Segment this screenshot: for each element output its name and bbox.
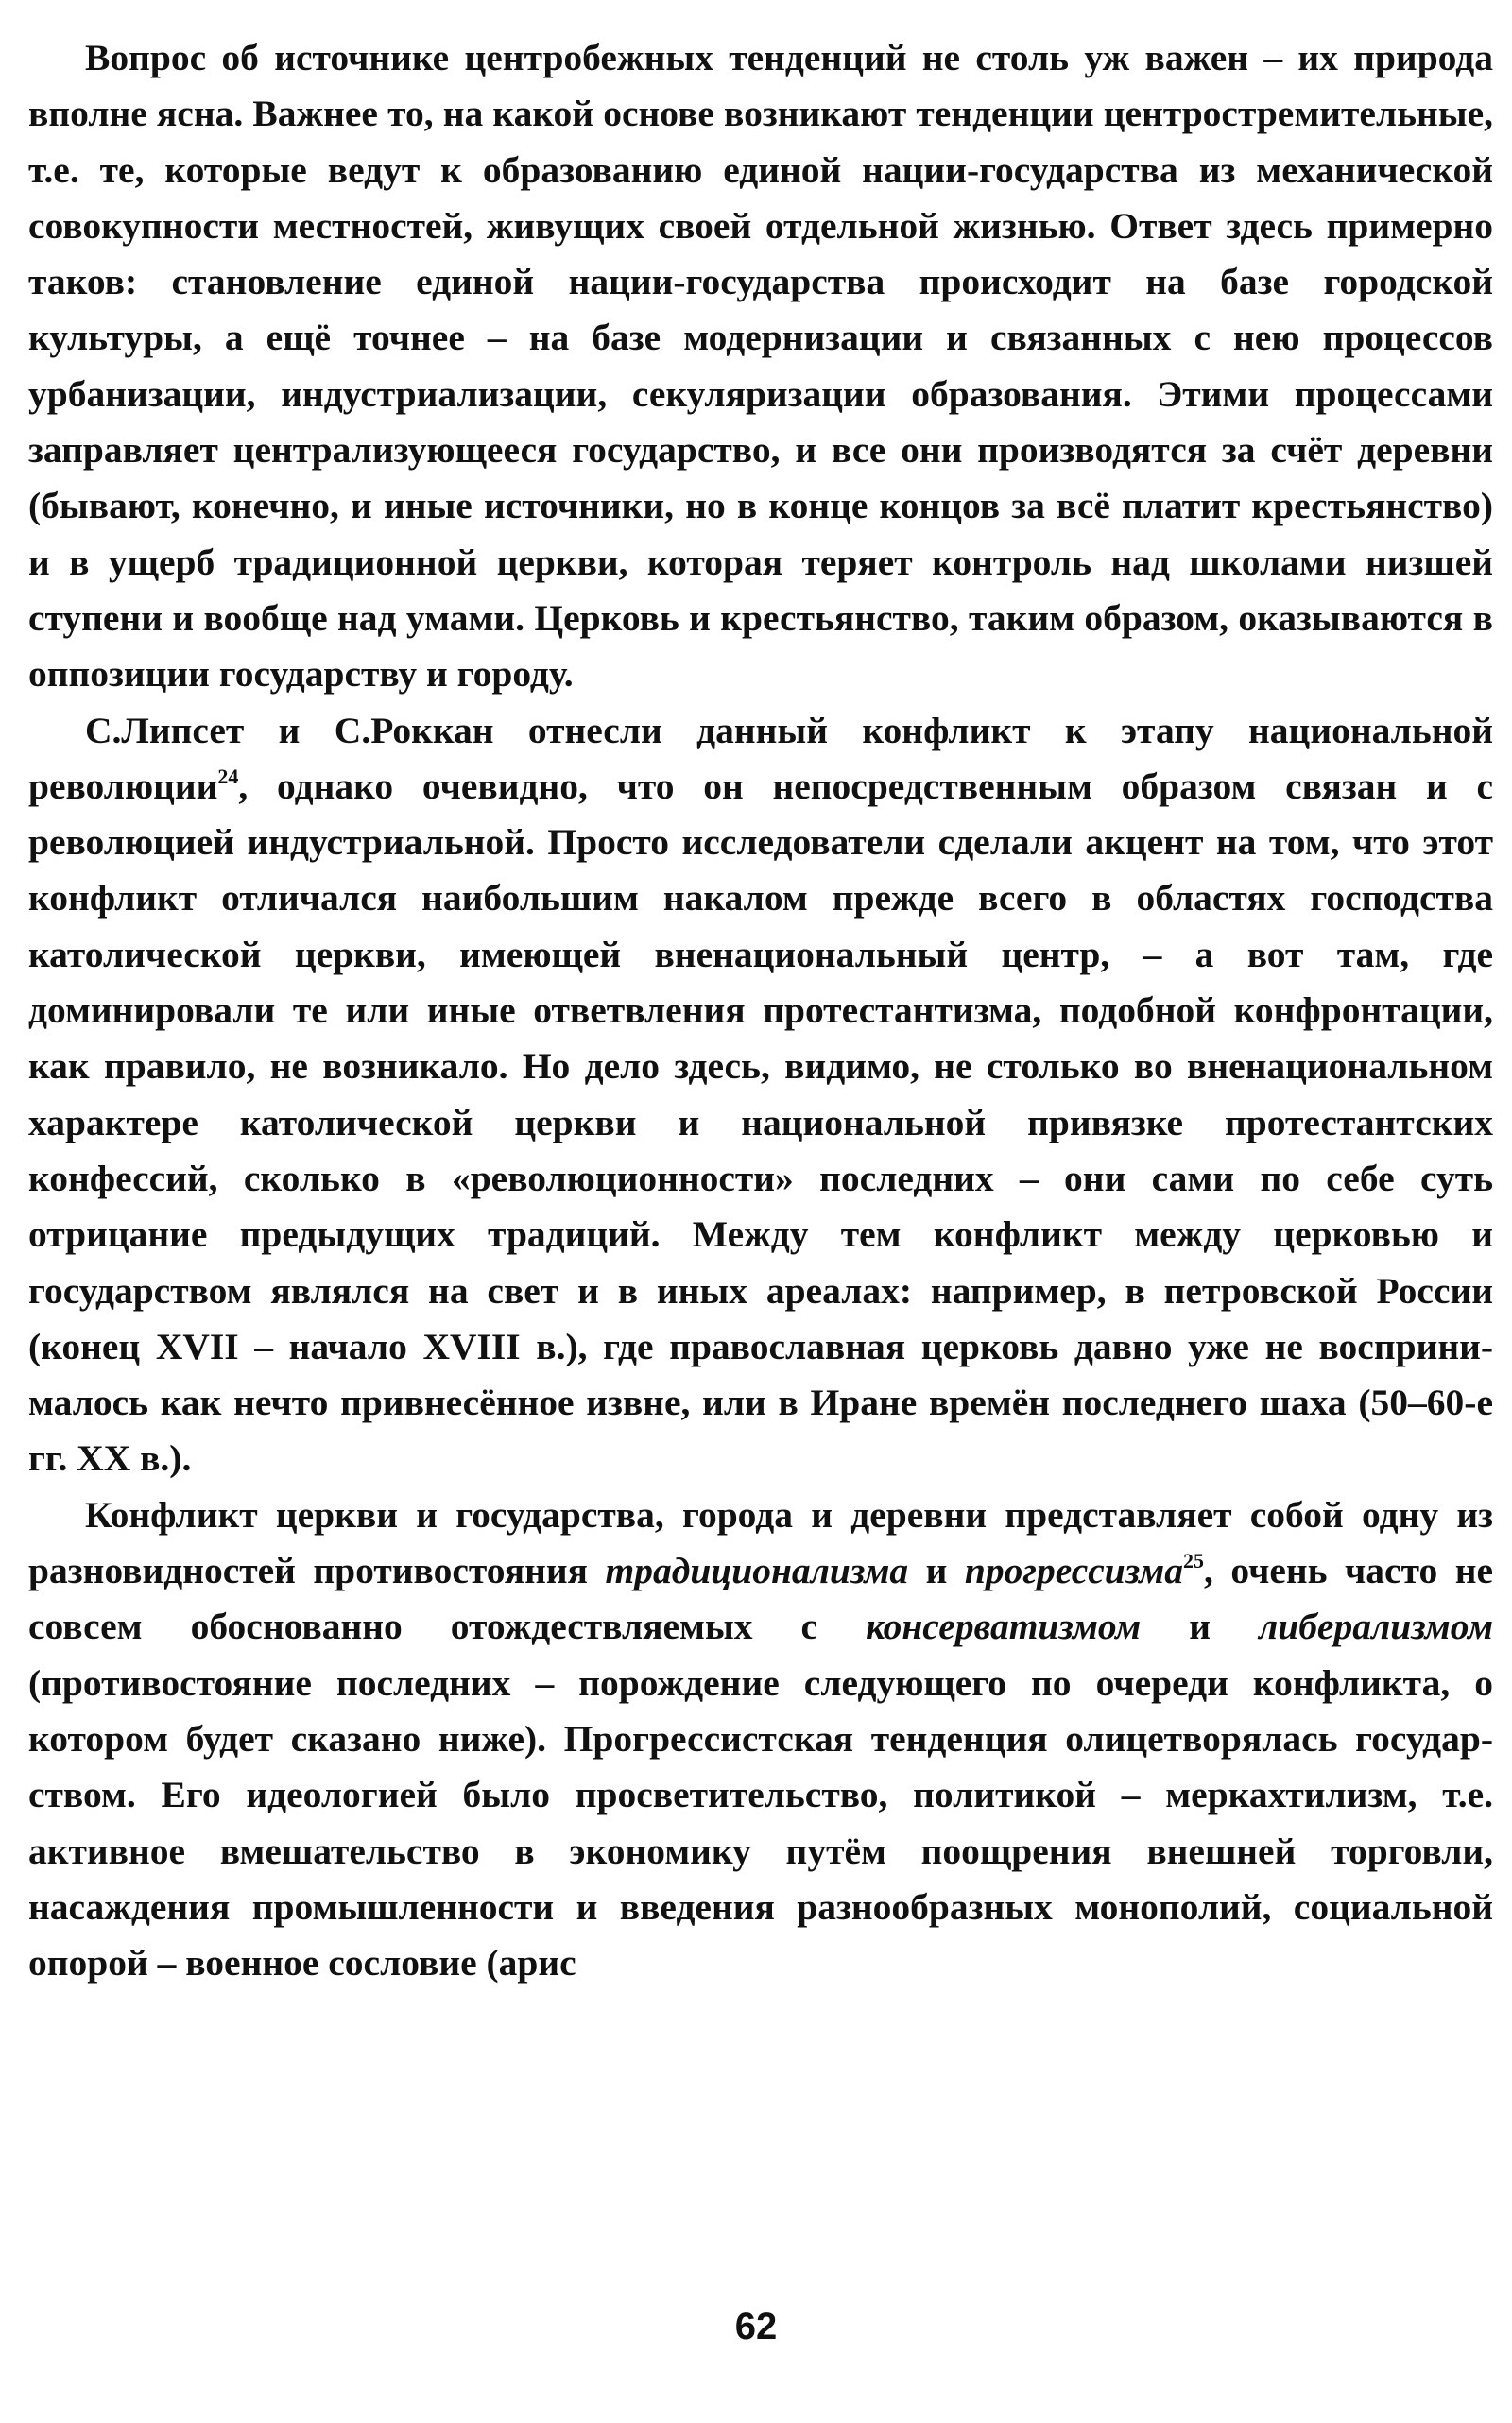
paragraph-1-text: Вопрос об источнике центробежных тенденций не столь уж важен – их природа вполне ясна. Важнее то, на какой основе возникают тенденции центростремительные, т.е. те, которые ведут к образованию единой нации-государства из механической совокупности местностей, живущих своей отдельной жизнью. Ответ здесь примерно таков: становление единой нации-государства происходит на базе городской культуры, а ещё точнее – на базе модернизации и связанных с нею процессов урбанизации, индустриализации, секуляризации образования. Этими процессами заправляет централизующееся государство, и все они производятся за счёт деревни (бывают, конечно, и иные источники, но в конце концов за всё платит крестьянство) и в ущерб традиционной церкви, которая теряет контроль над школами низшей ступени и вообще над умами. Церковь и крестьянство, таким образом, оказываются в оппозиции государству и городу. [28, 37, 1493, 696]
term-progressivism: прогрессизма [964, 1550, 1183, 1592]
term-traditionalism: традиционализма [605, 1550, 909, 1592]
page-body [28, 30, 1493, 1991]
footnote-marker-24[interactable]: 24 [217, 764, 239, 788]
paragraph-2 [28, 703, 1493, 1487]
paragraph-2-text-start: С.Липсет и С.Роккан отнесли данный конфликт к этапу национальной революции [28, 709, 1493, 807]
paragraph-1 [28, 30, 1493, 703]
page-number: 62 [734, 2306, 778, 2347]
paragraph-3-part-3: , очень часто не совсем обоснованно отождествляемых с [28, 1550, 1493, 1648]
paragraph-2-text-end: , однако очевидно, что он непосредственным образом связан и с революцией индустриальной. Просто исследователи сделали акцент на том, что этот конфликт отличался наибольшим накалом прежде всего в областях господства католической церкви, имеющей вненациональный центр, – а вот там, где доминировали те или иные ответвления протестантизма, подобной конфронтации, как правило, не возникало. Но дело здесь, видимо, не столько во вненациональном характере католической церкви и национальной привязке протестантских конфессий, сколько в «революционности» последних – они сами по себе суть отрицание предыдущих традиций. Между тем конфликт между церковью и государством являлся на свет и в иных ареалах: например, в петровской России (конец XVII – начало XVIII в.), где православная церковь давно уже не воспринималось как нечто привнесённое извне, или в Иране времён последнего шаха (50–60-е гг. XX в.). [28, 765, 1493, 1480]
paragraph-3-part-2: и [908, 1550, 965, 1592]
footnote-marker-25[interactable]: 25 [1182, 1549, 1204, 1573]
term-conservatism: консерватизмом [866, 1606, 1142, 1648]
term-liberalism: либерализмом [1258, 1606, 1493, 1648]
paragraph-3-part-1: Конфликт церкви и государства, города и деревни представляет собой одну из разновидностей противостояния [28, 1493, 1493, 1592]
paragraph-3-part-5: (противостояние последних – порождение следующего по очереди конфликта, о котором будет сказано ниже). Прогрессистская тенденция олицетворялась государством. Его идеологией было просветительство, политикой – меркахтилизм, т.е. активное вмешательство в экономику путём поощрения внешней торговли, насаждения промышленности и введения разнообразных монополий, социальной опорой – военное сословие (арис [28, 1661, 1493, 1985]
paragraph-3 [28, 1487, 1493, 1992]
paragraph-3-part-4: и [1141, 1606, 1259, 1648]
